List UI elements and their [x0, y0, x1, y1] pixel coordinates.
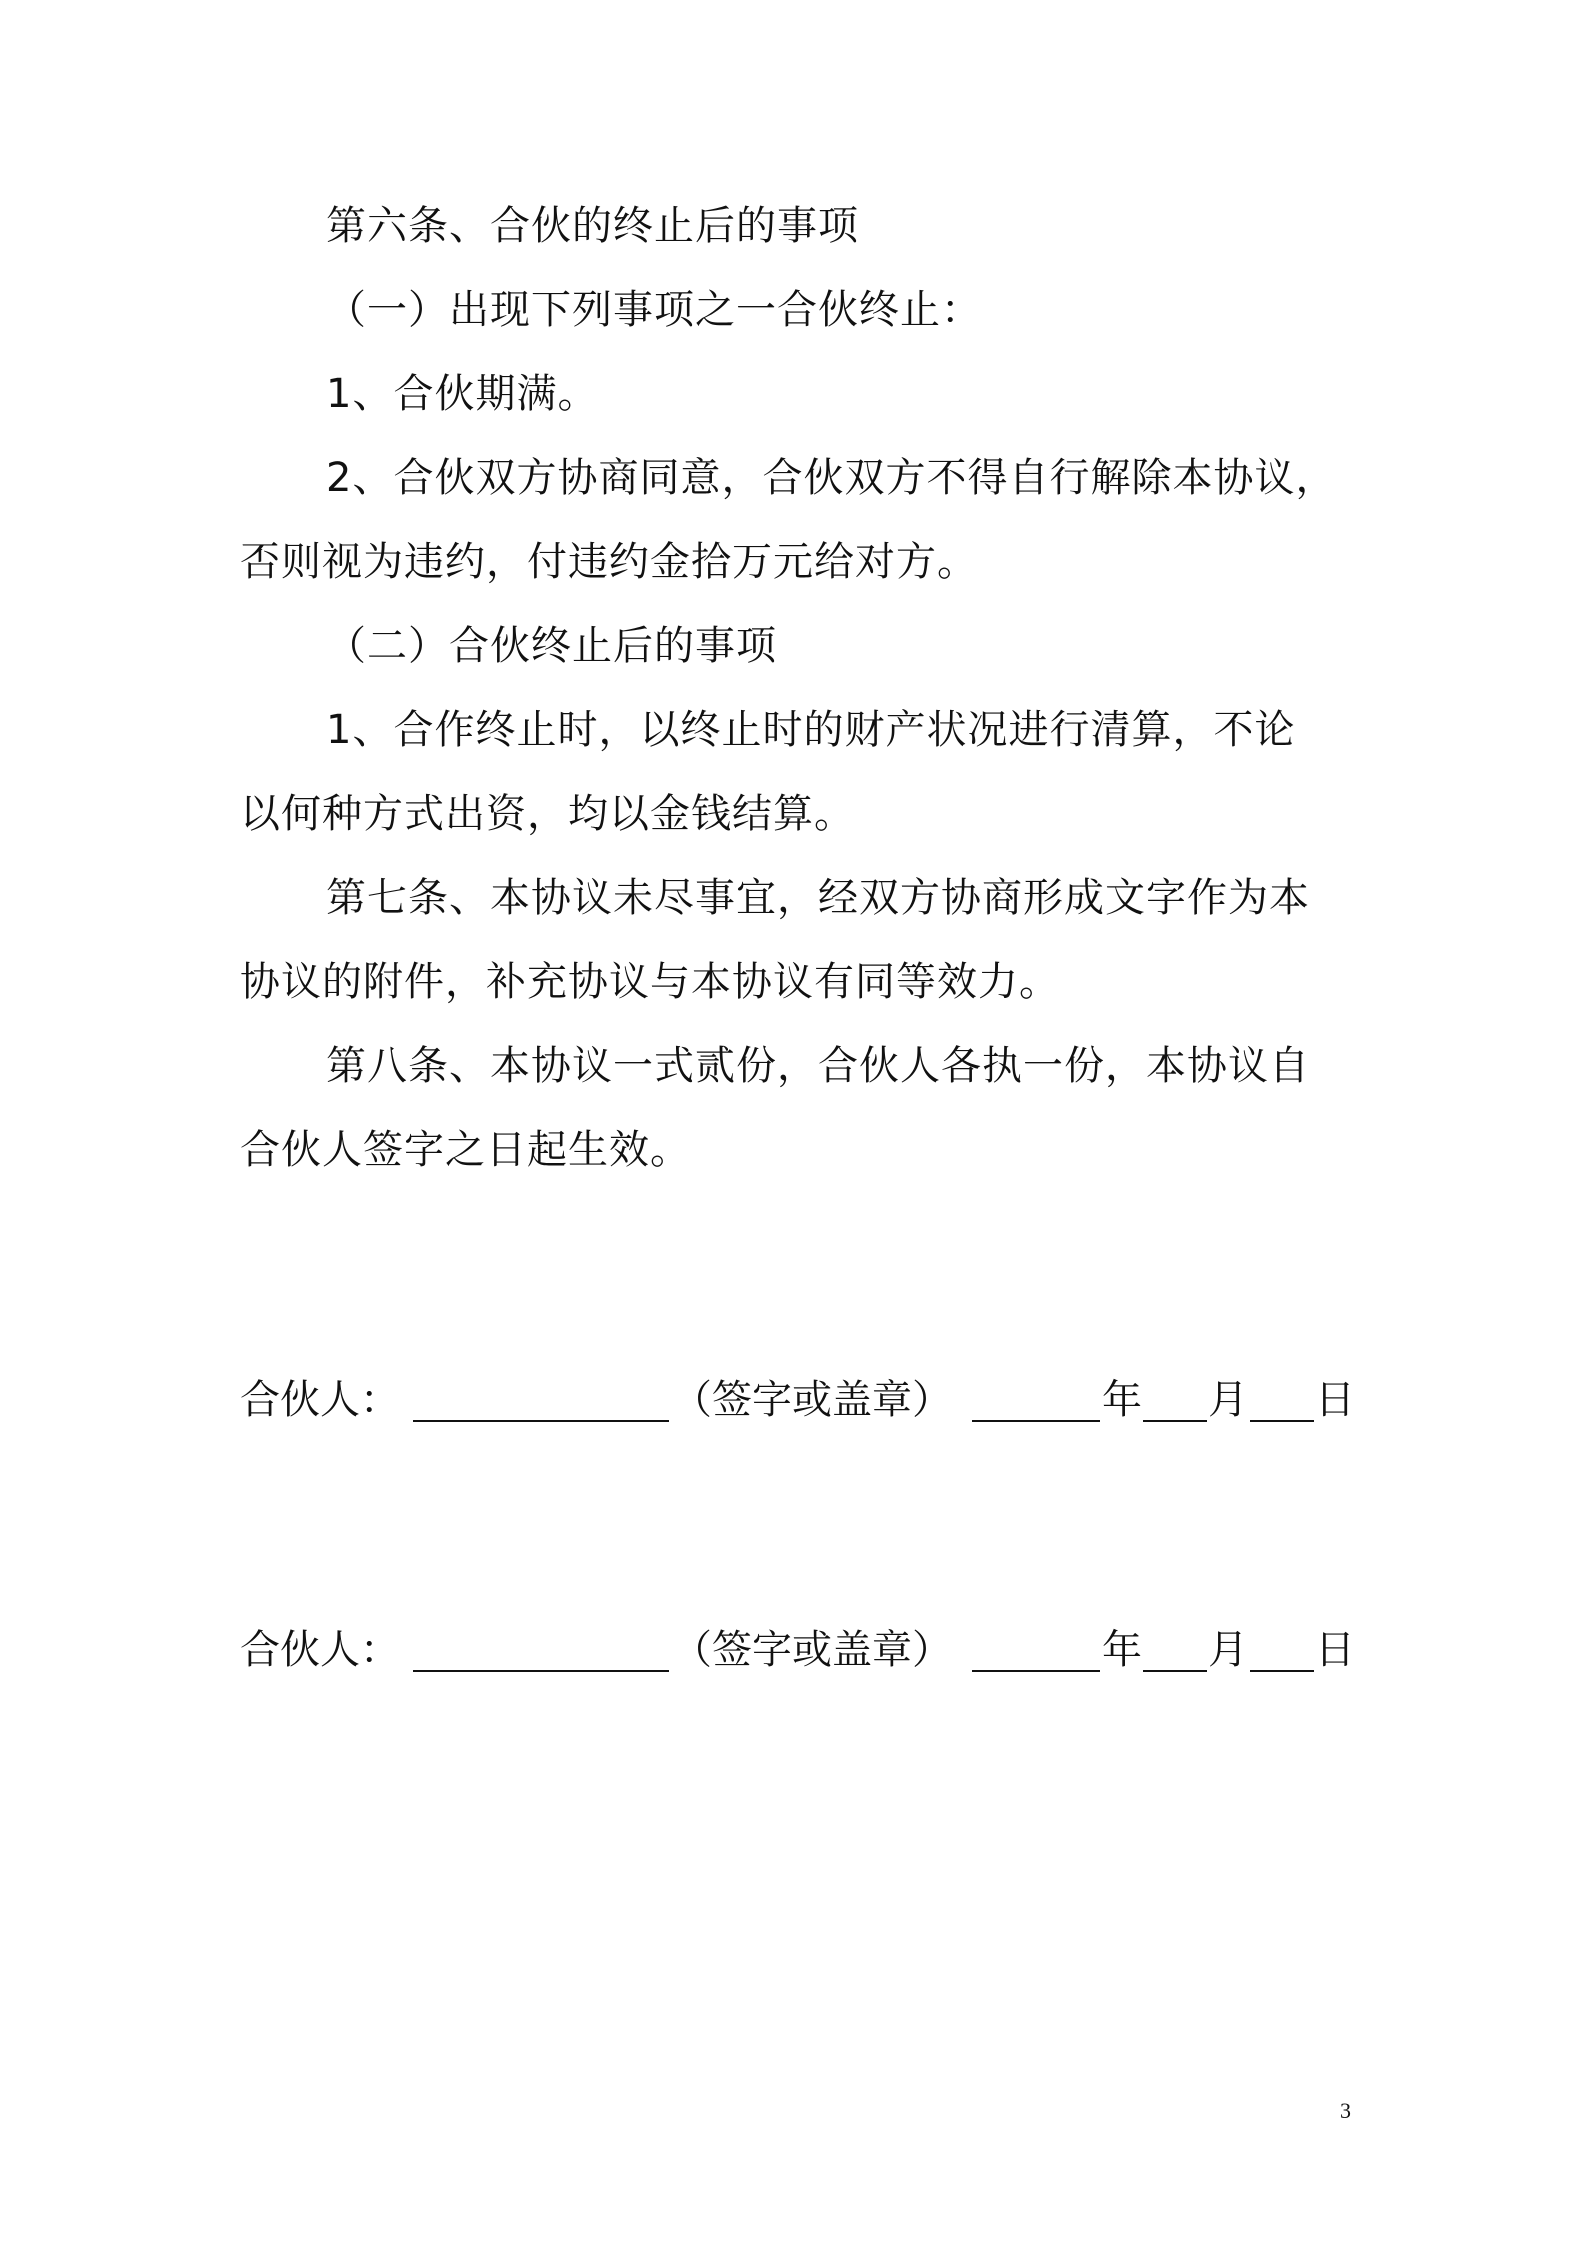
year-field[interactable] [972, 1420, 1100, 1422]
signature-row-1 [240, 1376, 1355, 1432]
year-label: 年 [1102, 1627, 1142, 1673]
day-label: 日 [1315, 1377, 1355, 1423]
clause-1-item-2-line-2: 否则视为违约，付违约金拾万元给对方。 [240, 539, 978, 585]
clause-2-item-1-line-2: 以何种方式出资，均以金钱结算。 [240, 791, 855, 837]
article-8-line-2: 合伙人签字之日起生效。 [240, 1127, 691, 1173]
signature-field[interactable] [413, 1420, 669, 1422]
article-7-line-2: 协议的附件，补充协议与本协议有同等效力。 [240, 959, 1060, 1005]
clause-2-item-1-line-1: 1、合作终止时，以终止时的财产状况进行清算，不论 [326, 707, 1296, 753]
signature-row-2 [240, 1626, 1355, 1682]
page-number: 3 [1340, 2098, 1351, 2123]
clause-1-item-1: 1、合伙期满。 [326, 371, 599, 417]
clause-1-item-2-line-1: 2、合伙双方协商同意，合伙双方不得自行解除本协议， [326, 455, 1337, 501]
signature-field[interactable] [413, 1670, 669, 1672]
year-label: 年 [1102, 1377, 1142, 1423]
article-8-line-1: 第八条、本协议一式贰份，合伙人各执一份，本协议自 [326, 1043, 1310, 1089]
month-field[interactable] [1143, 1420, 1207, 1422]
clause-1-heading: （一）出现下列事项之一合伙终止： [326, 287, 982, 333]
month-label: 月 [1208, 1627, 1248, 1673]
sign-hint: （签字或盖章） [672, 1377, 952, 1423]
article-7-line-1: 第七条、本协议未尽事宜，经双方协商形成文字作为本 [326, 875, 1310, 921]
day-field[interactable] [1250, 1670, 1314, 1672]
clause-2-heading: （二）合伙终止后的事项 [326, 623, 777, 669]
month-label: 月 [1208, 1377, 1248, 1423]
day-field[interactable] [1250, 1420, 1314, 1422]
sign-hint: （签字或盖章） [672, 1627, 952, 1673]
partner-label: 合伙人： [240, 1627, 400, 1673]
day-label: 日 [1315, 1627, 1355, 1673]
article-6-heading: 第六条、合伙的终止后的事项 [326, 203, 859, 249]
year-field[interactable] [972, 1670, 1100, 1672]
partner-label: 合伙人： [240, 1377, 400, 1423]
month-field[interactable] [1143, 1670, 1207, 1672]
